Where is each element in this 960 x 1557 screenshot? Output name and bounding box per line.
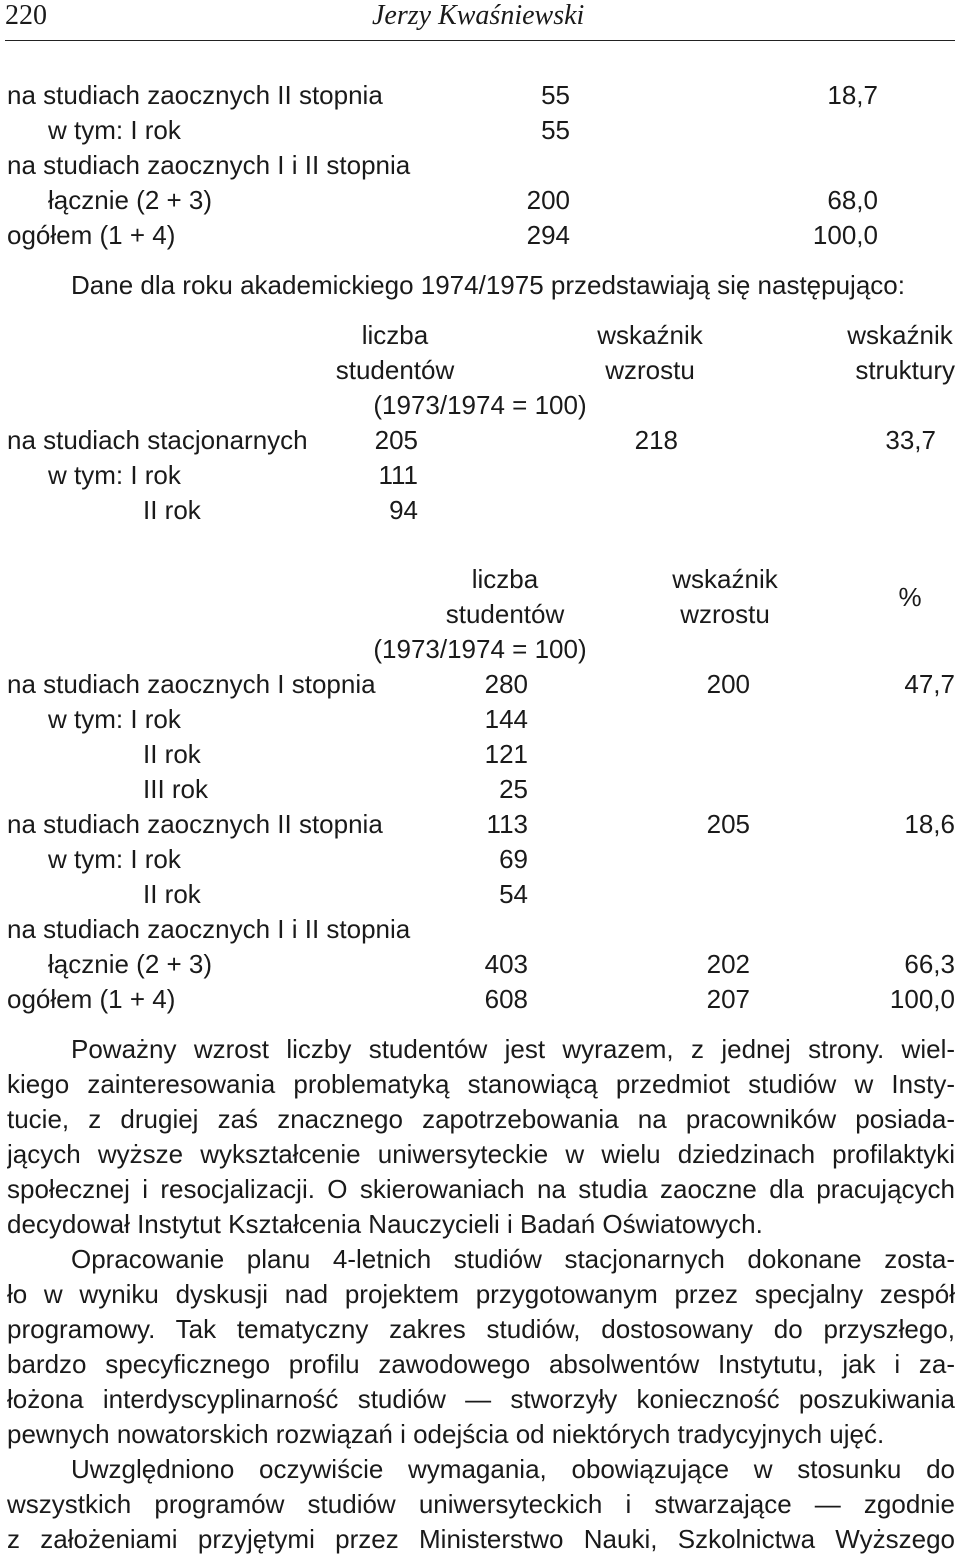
row-label: w tym: I rok	[48, 704, 181, 734]
text-line: Poważny wzrost liczby studentów jest wyrazem, z jednej strony. wiel-	[71, 1034, 955, 1064]
text-line: tucie, z drugiej zaś znacznego zapotrzebowania na pracowników posiada-	[7, 1104, 955, 1134]
row-percent: 100,0	[812, 220, 878, 250]
page-header	[0, 0, 960, 44]
row-label: ogółem (1 + 4)	[7, 984, 176, 1014]
row-label: w tym: I rok	[48, 115, 181, 145]
row-count: 403	[484, 949, 528, 979]
table-row	[0, 877, 960, 912]
table-row	[0, 218, 960, 253]
text-line: jących wyższe wykształcenie uniwersyteckie w wielu dziedzinach profilaktyki	[7, 1139, 955, 1169]
row-label: na studiach zaocznych I stopnia	[7, 669, 376, 699]
table-row	[0, 78, 960, 113]
row-label: w tym: I rok	[48, 460, 181, 490]
text-line: bardzo specyficznego profilu zawodowego absolwentów Instytutu, jak i za-	[7, 1349, 955, 1379]
col-header-growth: wzrostu	[680, 599, 770, 629]
table-row	[0, 667, 960, 702]
row-growth: 202	[706, 949, 750, 979]
text-line: Uwzględniono oczywiście wymagania, obowiązujące w stosunku do	[71, 1454, 955, 1484]
table-row	[0, 183, 960, 218]
col-header-base: (1973/1974 = 100)	[373, 634, 587, 664]
row-count: 200	[526, 185, 570, 215]
row-count: 55	[541, 115, 570, 145]
text-line: z założeniami przyjętymi przez Ministerstwo Nauki, Szkolnictwa Wyższego	[7, 1524, 955, 1554]
row-label: w tym: I rok	[48, 844, 181, 874]
row-label: na studiach stacjonarnych	[7, 425, 308, 455]
row-label: na studiach zaocznych I i II stopnia	[7, 914, 411, 944]
row-count: 54	[499, 879, 528, 909]
row-label: na studiach zaocznych II stopnia	[7, 809, 383, 839]
page-number: 220	[5, 0, 47, 31]
col-header-base: (1973/1974 = 100)	[373, 390, 587, 420]
table-row	[0, 912, 960, 947]
row-percent: 68,0	[827, 185, 878, 215]
row-count: 280	[484, 669, 528, 699]
table-header-row	[0, 597, 960, 632]
row-label: II rok	[143, 879, 201, 909]
row-count: 144	[484, 704, 528, 734]
row-count: 113	[486, 809, 528, 839]
col-header-percent: %	[898, 582, 922, 612]
row-label: łącznie (2 + 3)	[48, 949, 213, 979]
paragraph	[7, 1452, 955, 1557]
table-row	[0, 423, 960, 458]
row-label: łącznie (2 + 3)	[48, 185, 213, 215]
text-line: ło w wyniku dyskusji nad projektem przygotowanym przez specjalny zespół	[7, 1279, 955, 1309]
row-label: na studiach zaocznych II stopnia	[7, 80, 383, 110]
row-count: 294	[526, 220, 570, 250]
row-percent: 47,7	[904, 669, 955, 699]
row-label: na studiach zaocznych I i II stopnia	[7, 150, 411, 180]
text-line: programowy. Tak tematyczny zakres studiów, dostosowany do przyszłego,	[7, 1314, 955, 1344]
row-label: III rok	[143, 774, 209, 804]
intro-text-row	[0, 268, 960, 303]
row-percent: 18,6	[904, 809, 955, 839]
row-count: 205	[374, 425, 418, 455]
text-line: pewnych nowatorskich rozwiązań i odejścia od niektórych tradycyjnych ujęć.	[7, 1419, 885, 1449]
text-line: kiego zainteresowania problematyką stanowiącą przedmiot studiów w Insty-	[7, 1069, 955, 1099]
row-count: 69	[499, 844, 528, 874]
table-header-row	[0, 353, 960, 388]
table-row	[0, 493, 960, 528]
col-header-count: liczba	[361, 320, 429, 350]
row-count: 111	[378, 460, 418, 490]
text-line: społecznej i resocjalizacji. O skierowaniach na studia zaoczne dla pracujących	[7, 1174, 955, 1204]
table-row	[0, 113, 960, 148]
row-count: 55	[541, 80, 570, 110]
row-percent: 18,7	[827, 80, 878, 110]
table-row	[0, 947, 960, 982]
table-header-row	[0, 318, 960, 353]
header-rule	[5, 40, 955, 41]
col-header-count: liczba	[471, 564, 539, 594]
row-label: II rok	[143, 495, 201, 525]
text-line: łożona interdyscyplinarność studiów — stworzyły konieczność poszukiwania	[7, 1384, 955, 1414]
row-percent: 100,0	[889, 984, 955, 1014]
row-percent: 66,3	[904, 949, 955, 979]
row-label: ogółem (1 + 4)	[7, 220, 176, 250]
row-structure: 33,7	[885, 425, 936, 455]
table-header-row	[0, 388, 960, 423]
table-row	[0, 842, 960, 877]
col-header-structure: wskaźnik	[847, 320, 953, 350]
row-growth: 218	[634, 425, 678, 455]
text-line: Opracowanie planu 4-letnich studiów stacjonarnych dokonane zosta-	[71, 1244, 955, 1274]
table-row	[0, 772, 960, 807]
table-row	[0, 702, 960, 737]
paragraph	[7, 1032, 955, 1242]
row-growth: 205	[706, 809, 750, 839]
row-growth: 207	[706, 984, 750, 1014]
col-header-count: studentów	[335, 355, 455, 385]
col-header-count: studentów	[445, 599, 565, 629]
table-row	[0, 737, 960, 772]
row-growth: 200	[706, 669, 750, 699]
table-row	[0, 807, 960, 842]
table-header-row	[0, 632, 960, 667]
row-count: 25	[499, 774, 528, 804]
col-header-growth: wskaźnik	[672, 564, 778, 594]
col-header-structure: struktury	[855, 355, 955, 385]
col-header-growth: wzrostu	[605, 355, 695, 385]
row-count: 608	[484, 984, 528, 1014]
text-line: decydował Instytut Kształcenia Nauczycieli i Badań Oświatowych.	[7, 1209, 763, 1239]
col-header-growth: wskaźnik	[597, 320, 703, 350]
paragraph	[7, 1242, 955, 1452]
row-count: 94	[389, 495, 418, 525]
table-row	[0, 458, 960, 493]
intro-text: Dane dla roku akademickiego 1974/1975 przedstawiają się następująco:	[71, 270, 905, 300]
row-label: II rok	[143, 739, 201, 769]
row-count: 121	[484, 739, 528, 769]
running-head: Jerzy Kwaśniewski	[372, 0, 585, 31]
table-row	[0, 148, 960, 183]
text-line: wszystkich programów studiów uniwersyteckich i stwarzające — zgodnie	[7, 1489, 955, 1519]
table-row	[0, 982, 960, 1017]
